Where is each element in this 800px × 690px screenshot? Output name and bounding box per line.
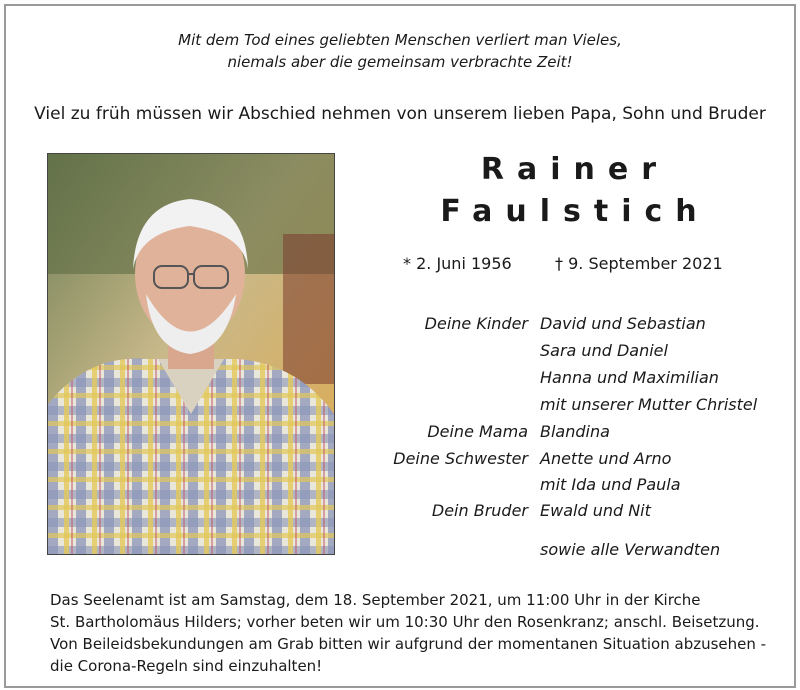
schwester-label: Deine Schwester xyxy=(393,449,528,468)
portrait-photo xyxy=(47,153,335,555)
funeral-info-line: Von Beileidsbekundungen am Grab bitten wir aufgrund der momentanen Situation abzusehen - xyxy=(50,635,767,653)
death-date: † 9. September 2021 xyxy=(555,254,723,273)
intro-text: Viel zu früh müssen wir Abschied nehmen von unserem lieben Papa, Sohn und Bruder xyxy=(34,104,766,124)
kinder-item: mit unserer Mutter Christel xyxy=(540,395,758,414)
last-name: Faulstich xyxy=(440,194,710,229)
kinder-item: Sara und Daniel xyxy=(540,341,668,360)
verwandte-text: sowie alle Verwandten xyxy=(540,540,721,559)
motto-line-1: Mit dem Tod eines geliebten Menschen verliert man Vieles, xyxy=(178,31,622,49)
birth-date: * 2. Juni 1956 xyxy=(403,254,512,273)
schwester-item: Anette und Arno xyxy=(540,449,672,468)
kinder-label: Deine Kinder xyxy=(424,314,528,333)
funeral-info-line: die Corona-Regeln sind einzuhalten! xyxy=(50,657,323,675)
mama-name: Blandina xyxy=(540,422,610,441)
funeral-info xyxy=(50,589,770,677)
kinder-item: Hanna und Maximilian xyxy=(540,368,719,387)
funeral-info-line: Das Seelenamt ist am Samstag, dem 18. September 2021, um 11:00 Uhr in der Kirche xyxy=(50,591,701,609)
motto-line-2: niemals aber die gemeinsam verbrachte Zeit! xyxy=(227,53,573,71)
kinder-item: David und Sebastian xyxy=(540,314,706,333)
mama-label: Deine Mama xyxy=(427,422,528,441)
bruder-label: Dein Bruder xyxy=(431,501,528,520)
funeral-info-line: St. Bartholomäus Hilders; vorher beten wir um 10:30 Uhr den Rosenkranz; anschl. Beisetzung. xyxy=(50,613,760,631)
schwester-item: mit Ida und Paula xyxy=(540,475,681,494)
motto-quote xyxy=(0,29,800,73)
first-name: Rainer xyxy=(480,152,670,187)
bruder-name: Ewald und Nit xyxy=(540,501,651,520)
